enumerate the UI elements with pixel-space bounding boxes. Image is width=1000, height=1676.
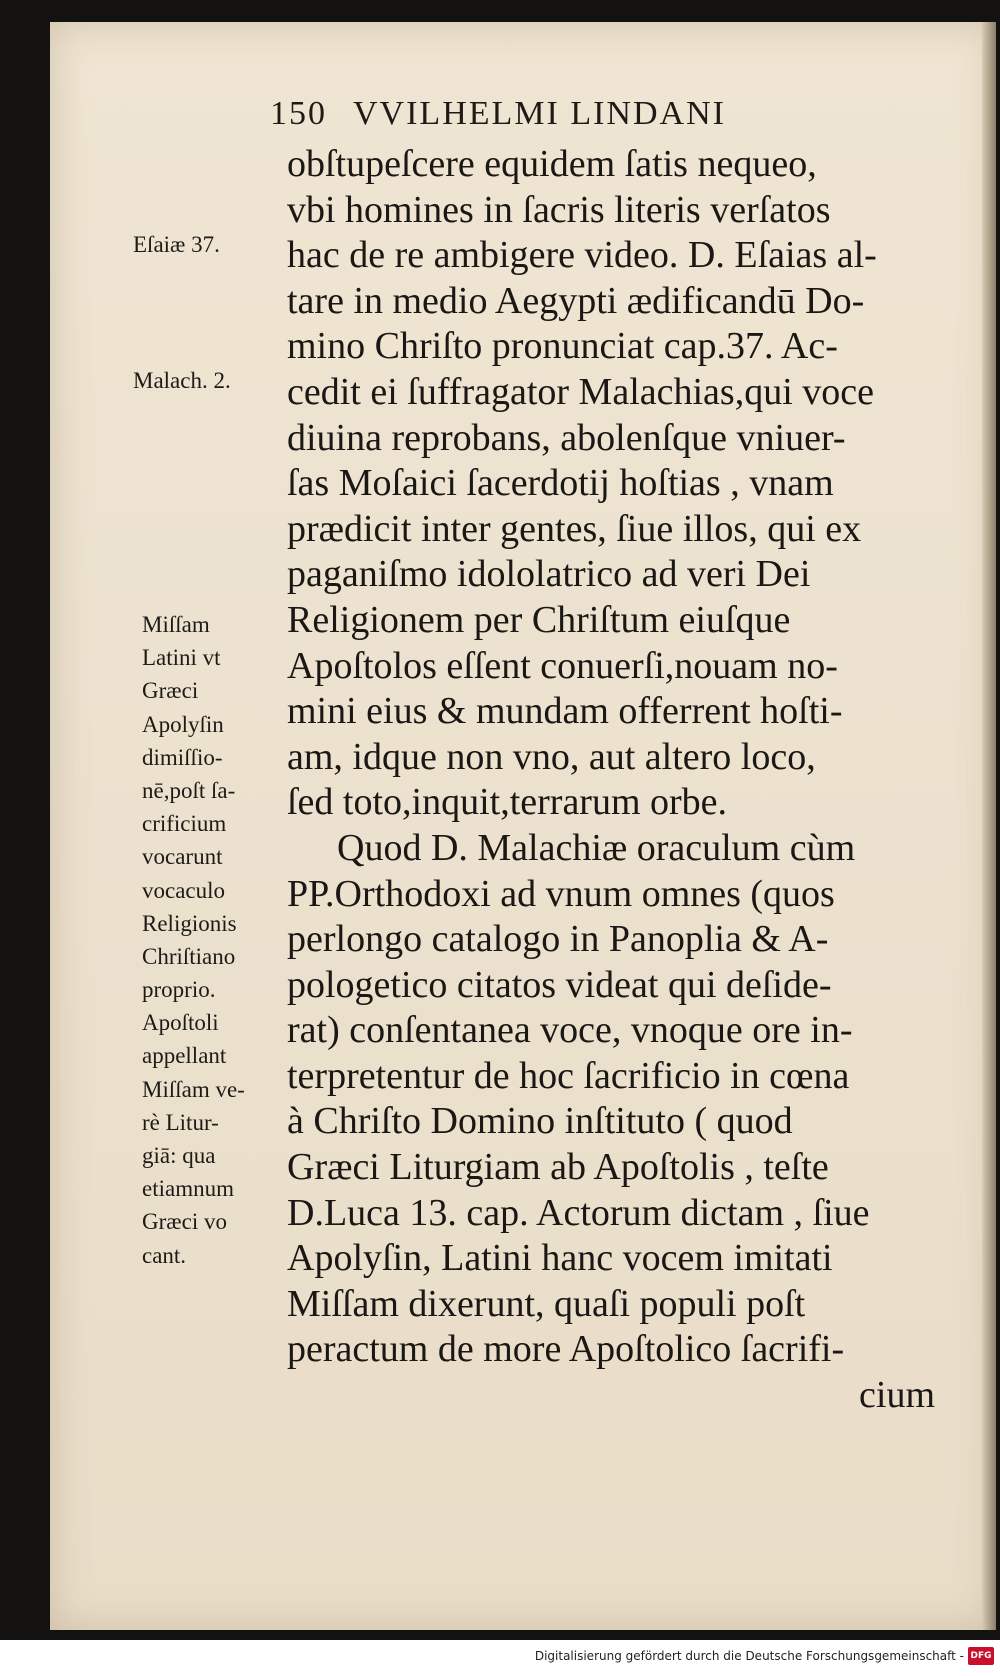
text-line-paragraph-start: Quod D. Malachiæ oraculum cùm — [337, 826, 856, 869]
text-line: vbi homines in ſacris literis verſatos — [287, 188, 831, 231]
margin-note-esaias: Eſaiæ 37. — [133, 232, 220, 257]
text-line: hac de re ambigere video. D. Eſaias al- — [287, 234, 877, 277]
text-line: ſed toto,inquit,terrarum orbe. — [287, 781, 728, 824]
margin-note-line: giā: qua — [142, 1143, 216, 1168]
running-head — [270, 95, 890, 133]
margin-note-line: Chriſtiano — [142, 943, 236, 969]
funding-credit: Digitalisierung gefördert durch die Deutsche Forschungsgemeinschaft - — [534, 1649, 964, 1663]
dfg-logo-icon: DFG — [968, 1647, 994, 1665]
margin-note-line: Græci vo — [142, 1209, 227, 1235]
margin-note-malachias: Malach. 2. — [133, 368, 231, 393]
text-line: à Chriſto Domino inſtituto ( quod — [287, 1100, 793, 1143]
text-line: am, idque non vno, aut altero loco, — [287, 735, 816, 778]
body-text — [287, 142, 937, 1419]
margin-note-line: cant. — [142, 1242, 187, 1268]
text-line: perlongo catalogo in Panoplia & A- — [287, 918, 829, 961]
margin-note-line: etiamnum — [142, 1176, 234, 1202]
text-line: mino Chriſto pronunciat cap.37. Ac- — [287, 325, 838, 368]
page-number: 150 — [270, 95, 327, 132]
margin-note-line: rè Litur- — [142, 1109, 219, 1135]
margin-note-line: Miſſam ve- — [142, 1076, 245, 1102]
margin-note-line: Apoſtoli — [142, 1010, 219, 1036]
text-line: rat) conſentanea voce, vnoque ore in- — [287, 1009, 853, 1052]
margin-note-line: Religionis — [142, 910, 237, 936]
text-line: ſas Moſaici ſacerdotij hoſtias , vnam — [287, 462, 834, 505]
running-title: VVILHELMI LINDANI — [353, 95, 726, 132]
text-line: Religionem per Chriſtum eiuſque — [287, 598, 791, 641]
margin-note-line: appellant — [142, 1043, 227, 1069]
text-line: paganiſmo idololatrico ad veri Dei — [287, 553, 811, 596]
text-line: tare in medio Aegypti ædificandū Do- — [287, 279, 865, 322]
catchword: cium — [859, 1374, 935, 1417]
text-line: D.Luca 13. cap. Actorum dictam , ſiue — [287, 1191, 870, 1234]
text-line: diuina reprobans, abolenſque vniuer- — [287, 416, 846, 459]
margin-note-line: crificium — [142, 811, 227, 837]
text-line: peractum de more Apoſtolico ſacrifi- — [287, 1328, 845, 1371]
margin-note-line: Latini vt — [142, 645, 221, 671]
text-line: Græci Liturgiam ab Apoſtolis , teſte — [287, 1146, 829, 1189]
text-line: prædicit inter gentes, ſiue illos, qui ex — [287, 507, 862, 550]
text-line: cedit ei ſuffragator Malachias,qui voce — [287, 370, 874, 413]
text-line: Miſſam dixerunt, quaſi populi poſt — [287, 1282, 806, 1325]
text-line: PP.Orthodoxi ad vnum omnes (quos — [287, 872, 835, 915]
margin-note-line: Miſſam — [142, 612, 210, 637]
margin-note-line: Græci — [142, 678, 199, 704]
margin-note-line: nē,poſt ſa- — [142, 777, 236, 803]
text-line: terpretentur de hoc ſacrificio in cœna — [287, 1054, 850, 1097]
margin-note-line: dimiſſio- — [142, 744, 223, 770]
margin-note-line: vocarunt — [142, 844, 223, 870]
text-line: Apoſtolos eſſent conuerſi,nouam no- — [287, 644, 838, 687]
footer-bar — [0, 1640, 1000, 1676]
text-line: mini eius & mundam offerrent hoſti- — [287, 690, 843, 733]
text-line: pologetico citatos videat qui deſide- — [287, 963, 832, 1006]
page-gutter-shadow — [982, 22, 996, 1630]
margin-note-missam — [142, 608, 245, 1272]
margin-note-line: Apolyſin — [142, 711, 224, 737]
margin-note-line: proprio. — [142, 977, 216, 1003]
margin-note-line: vocaculo — [142, 877, 226, 903]
text-line: obſtupeſcere equidem ſatis nequeo, — [287, 143, 817, 185]
text-line: Apolyſin, Latini hanc vocem imitati — [287, 1237, 833, 1280]
